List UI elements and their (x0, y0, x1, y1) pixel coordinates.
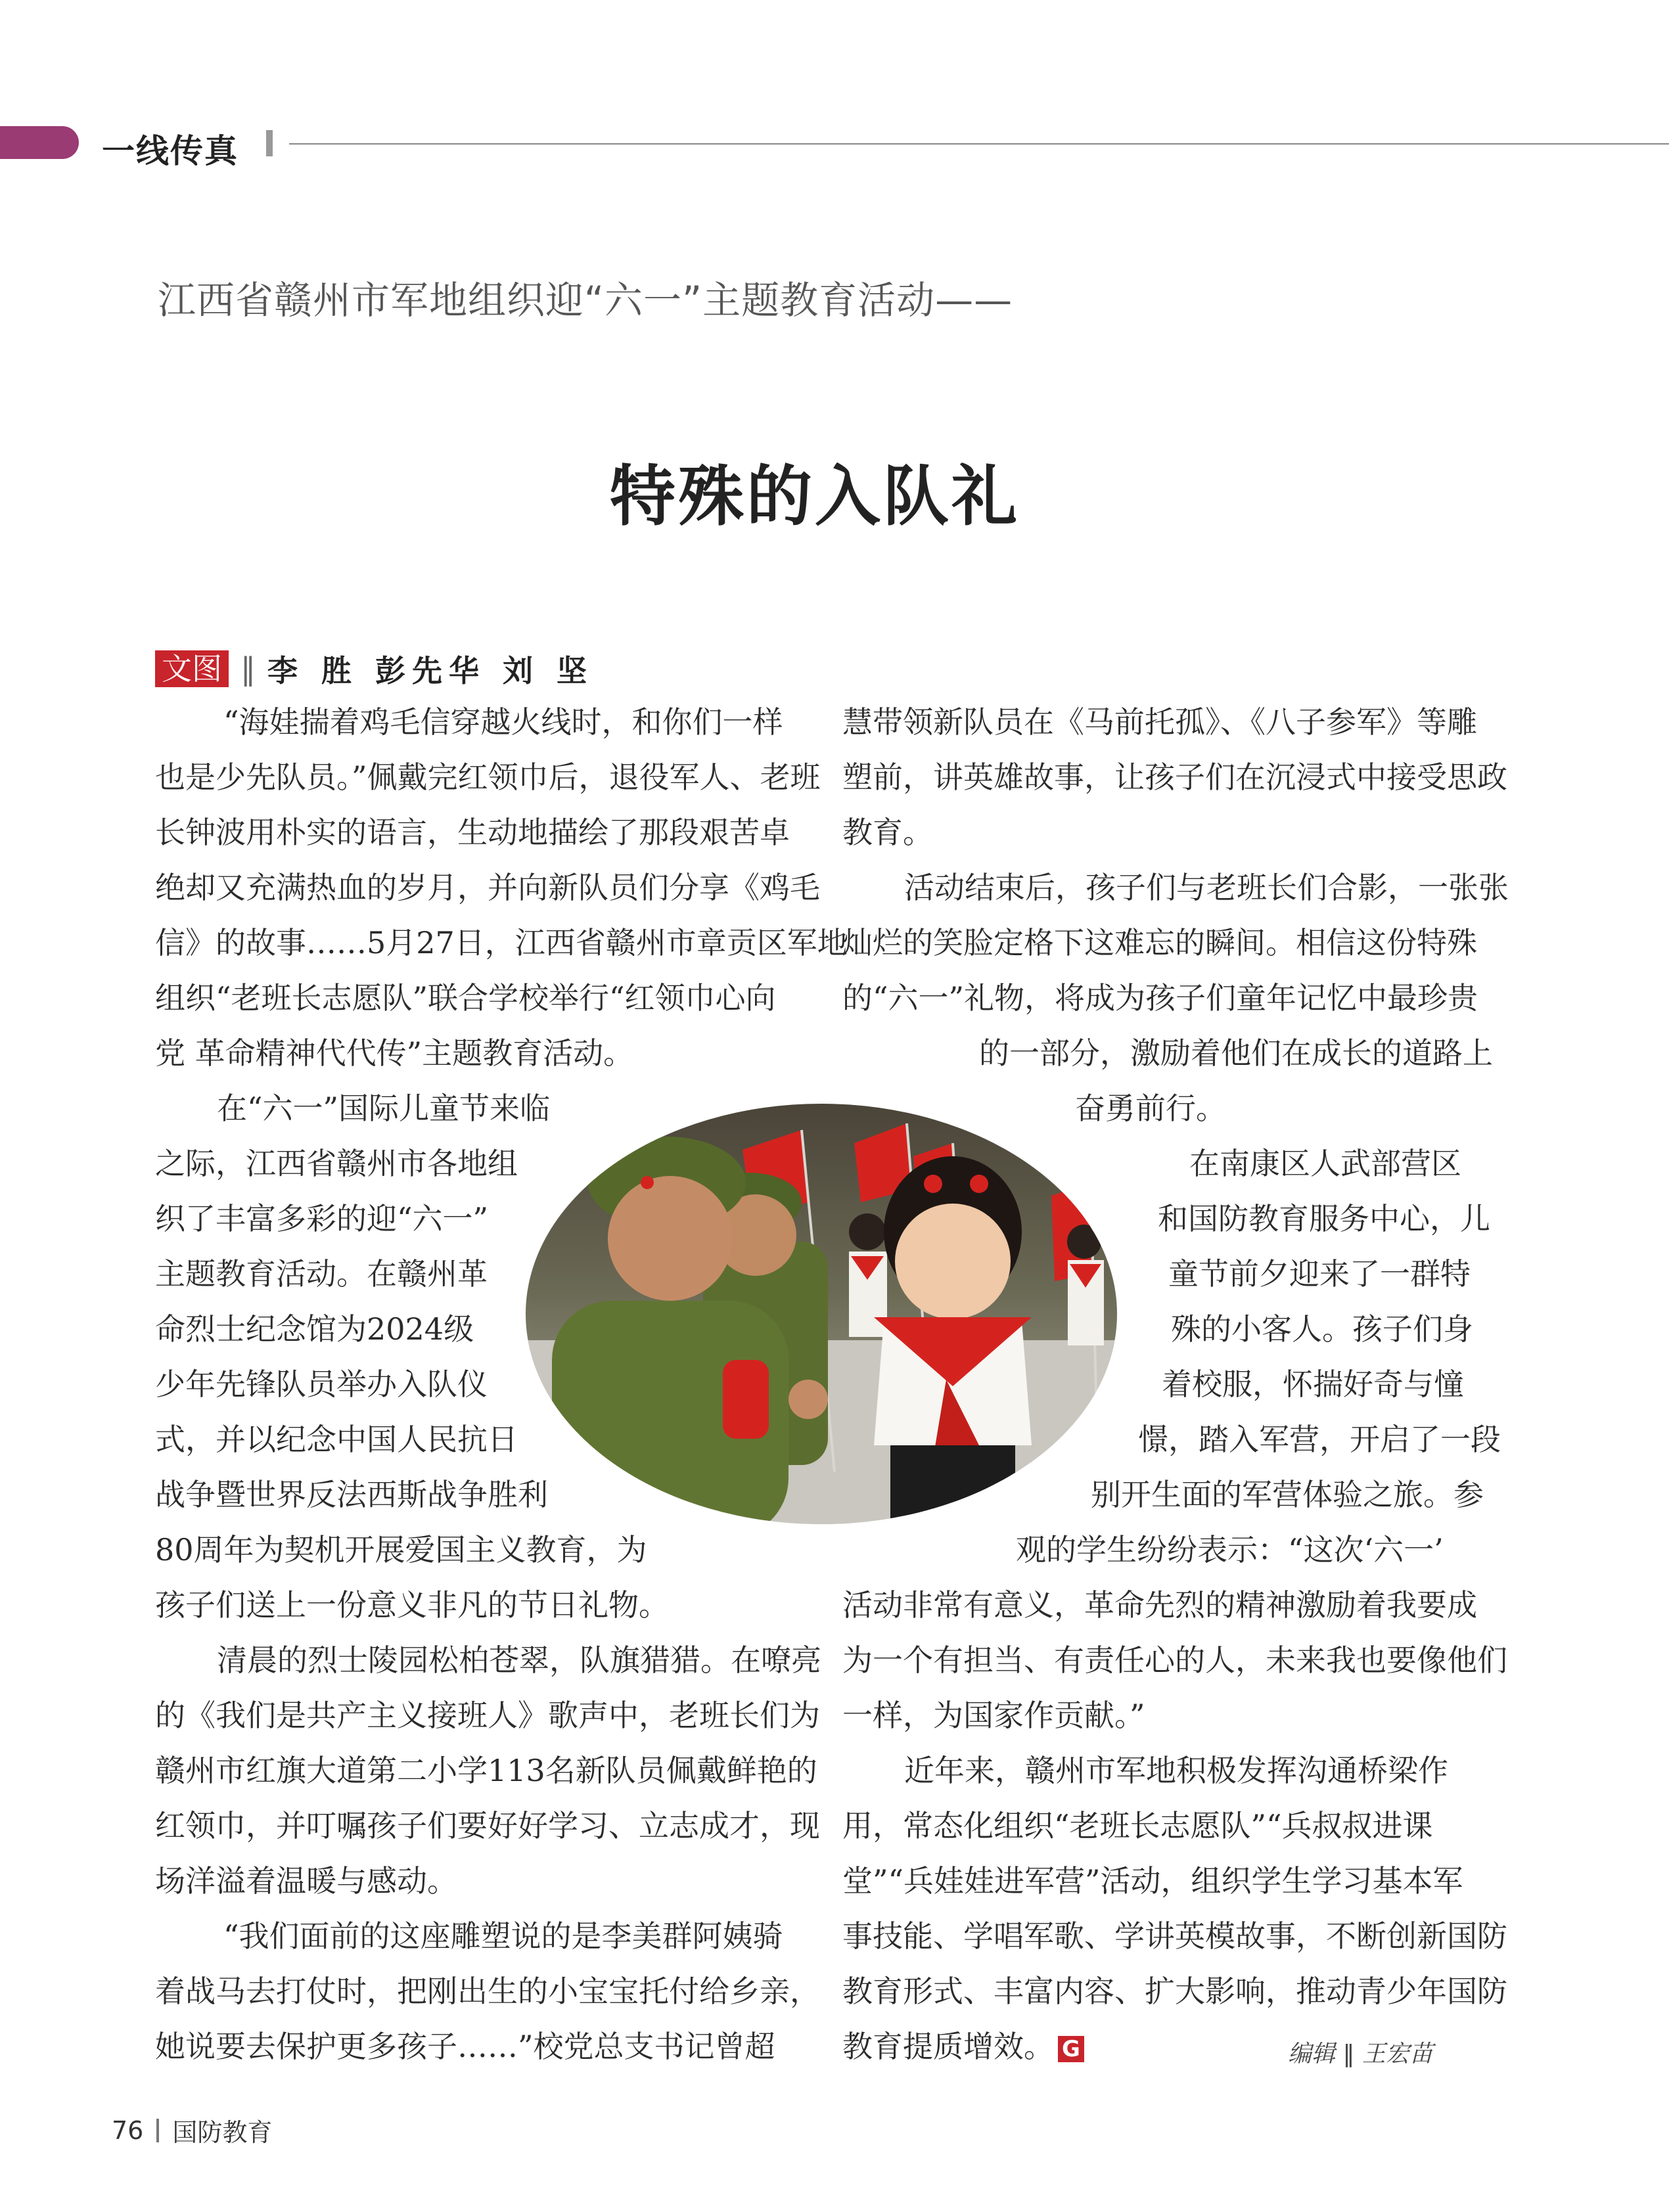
body-line: 她说要去保护更多孩子……”校党总支书记曾超 (155, 2029, 775, 2064)
byline-tag: 文图 (155, 650, 229, 687)
body-line: 战争暨世界反法西斯战争胜利 (155, 1477, 548, 1512)
body-line: 憬，踏入军营，开启了一段 (1138, 1422, 1501, 1457)
body-line: 塑前，讲英雄故事，让孩子们在沉浸式中接受思政 (842, 759, 1507, 795)
author-names: 李 胜 彭先华 刘 坚 (267, 653, 594, 688)
body-line: 也是少先队员。”佩戴完红领巾后，退役军人、老班 (155, 759, 821, 795)
body-line: 活动非常有意义，革命先烈的精神激励着我要成 (842, 1587, 1477, 1623)
byline-separator: ‖ (240, 651, 256, 687)
body-line: 活动结束后，孩子们与老班长们合影，一张张 (904, 870, 1509, 905)
article-title: 特殊的入队礼 (610, 458, 1020, 535)
body-line: 的“六一”礼物，将成为孩子们童年记忆中最珍贵 (842, 980, 1478, 1016)
body-line: “海娃揣着鸡毛信穿越火线时，和你们一样 (223, 704, 783, 740)
body-line: 长钟波用朴实的语言，生动地描绘了那段艰苦卓 (155, 815, 790, 850)
body-line: 少年先锋队员举办入队仪 (155, 1366, 488, 1402)
body-line: 童节前夕迎来了一群特 (1168, 1256, 1471, 1292)
body-line: 着校服，怀揣好奇与憧 (1162, 1366, 1464, 1402)
body-line: 织了丰富多彩的迎“六一” (155, 1201, 489, 1236)
body-line: 绝却又充满热血的岁月，并向新队员们分享《鸡毛 (155, 870, 820, 905)
body-line: 用，常态化组织“老班长志愿队”“兵叔叔进课 (842, 1808, 1433, 1843)
body-line: 场洋溢着温暖与感动。 (155, 1863, 457, 1899)
body-line: 奋勇前行。 (1075, 1091, 1226, 1126)
body-line: 的《我们是共产主义接班人》歌声中，老班长们为 (155, 1698, 820, 1733)
body-line: 命烈士纪念馆为2024级 (155, 1311, 474, 1347)
body-line: 堂”“兵娃娃进军营”活动，组织学生学习基本军 (842, 1863, 1463, 1899)
body-line: 党 革命精神代代传”主题教育活动。 (155, 1035, 634, 1071)
body-line: 慧带领新队员在《马前托孤》、《八子参军》等雕 (842, 704, 1477, 740)
body-line-last (842, 2025, 1084, 2067)
body-line: 灿烂的笑脸定格下这难忘的瞬间。相信这份特殊 (842, 925, 1477, 960)
section-title: 一线传真 (102, 132, 239, 170)
body-line: 孩子们送上一份意义非凡的节日礼物。 (155, 1587, 669, 1623)
body-line: 为一个有担当、有责任心的人，未来我也要像他们 (842, 1642, 1507, 1678)
ceremony-photo (526, 1104, 1117, 1524)
article-subtitle: 江西省赣州市军地组织迎“六一”主题教育活动—— (158, 278, 1013, 323)
body-line: 在“六一”国际儿童节来临 (217, 1091, 551, 1126)
body-line: 组织“老班长志愿队”联合学校举行“红领巾心向 (155, 980, 776, 1016)
body-line: 在南康区人武部营区 (1189, 1146, 1461, 1181)
body-line: 之际，江西省赣州市各地组 (155, 1146, 518, 1181)
footer-separator (156, 2119, 159, 2142)
body-line: 式，并以纪念中国人民抗日 (155, 1422, 518, 1457)
header-rule (289, 143, 1669, 145)
body-line: 清晨的烈士陵园松柏苍翠，队旗猎猎。在嘹亮 (217, 1642, 821, 1678)
magazine-name: 国防教育 (172, 2118, 273, 2147)
body-line: 信》的故事……5月27日，江西省赣州市章贡区军地 (155, 925, 848, 960)
body-line: 教育形式、丰富内容、扩大影响，推动青少年国防 (842, 1974, 1507, 2009)
body-line: 红领巾，并叮嘱孩子们要好好学习、立志成才，现 (155, 1808, 820, 1843)
section-tab-marker (0, 126, 79, 159)
article-end-mark: G (1058, 2036, 1084, 2062)
body-line: 和国防教育服务中心，儿 (1158, 1201, 1490, 1236)
body-line: 主题教育活动。在赣州革 (155, 1256, 488, 1292)
page-footer (112, 2112, 272, 2148)
editor-credit: 编辑 ‖ 王宏苗 (1288, 2041, 1433, 2067)
body-line: 殊的小客人。孩子们身 (1171, 1311, 1473, 1347)
body-line: 别开生面的军营体验之旅。参 (1091, 1477, 1484, 1512)
body-line: 赣州市红旗大道第二小学113名新队员佩戴鲜艳的 (155, 1753, 817, 1788)
body-line: 80周年为契机开展爱国主义教育，为 (155, 1532, 647, 1568)
body-line: 着战马去打仗时，把刚出生的小宝宝托付给乡亲， (155, 1974, 820, 2009)
body-line: 教育。 (842, 815, 933, 850)
body-line: 观的学生纷纷表示：“这次‘六一’ (1016, 1532, 1444, 1568)
ceremony-photo-illustration (526, 1104, 1117, 1524)
body-line: 近年来，赣州市军地积极发挥沟通桥梁作 (904, 1753, 1448, 1788)
section-divider-bar (266, 130, 273, 156)
body-line: 的一部分，激励着他们在成长的道路上 (979, 1035, 1493, 1071)
body-line: “我们面前的这座雕塑说的是李美群阿姨骑 (223, 1918, 783, 1954)
body-line: 事技能、学唱军歌、学讲英模故事，不断创新国防 (842, 1918, 1507, 1954)
page-number: 76 (112, 2115, 144, 2145)
body-line-text: 教育提质增效。 (842, 2029, 1054, 2064)
body-line: 一样，为国家作贡献。” (842, 1698, 1145, 1733)
byline (155, 647, 593, 690)
